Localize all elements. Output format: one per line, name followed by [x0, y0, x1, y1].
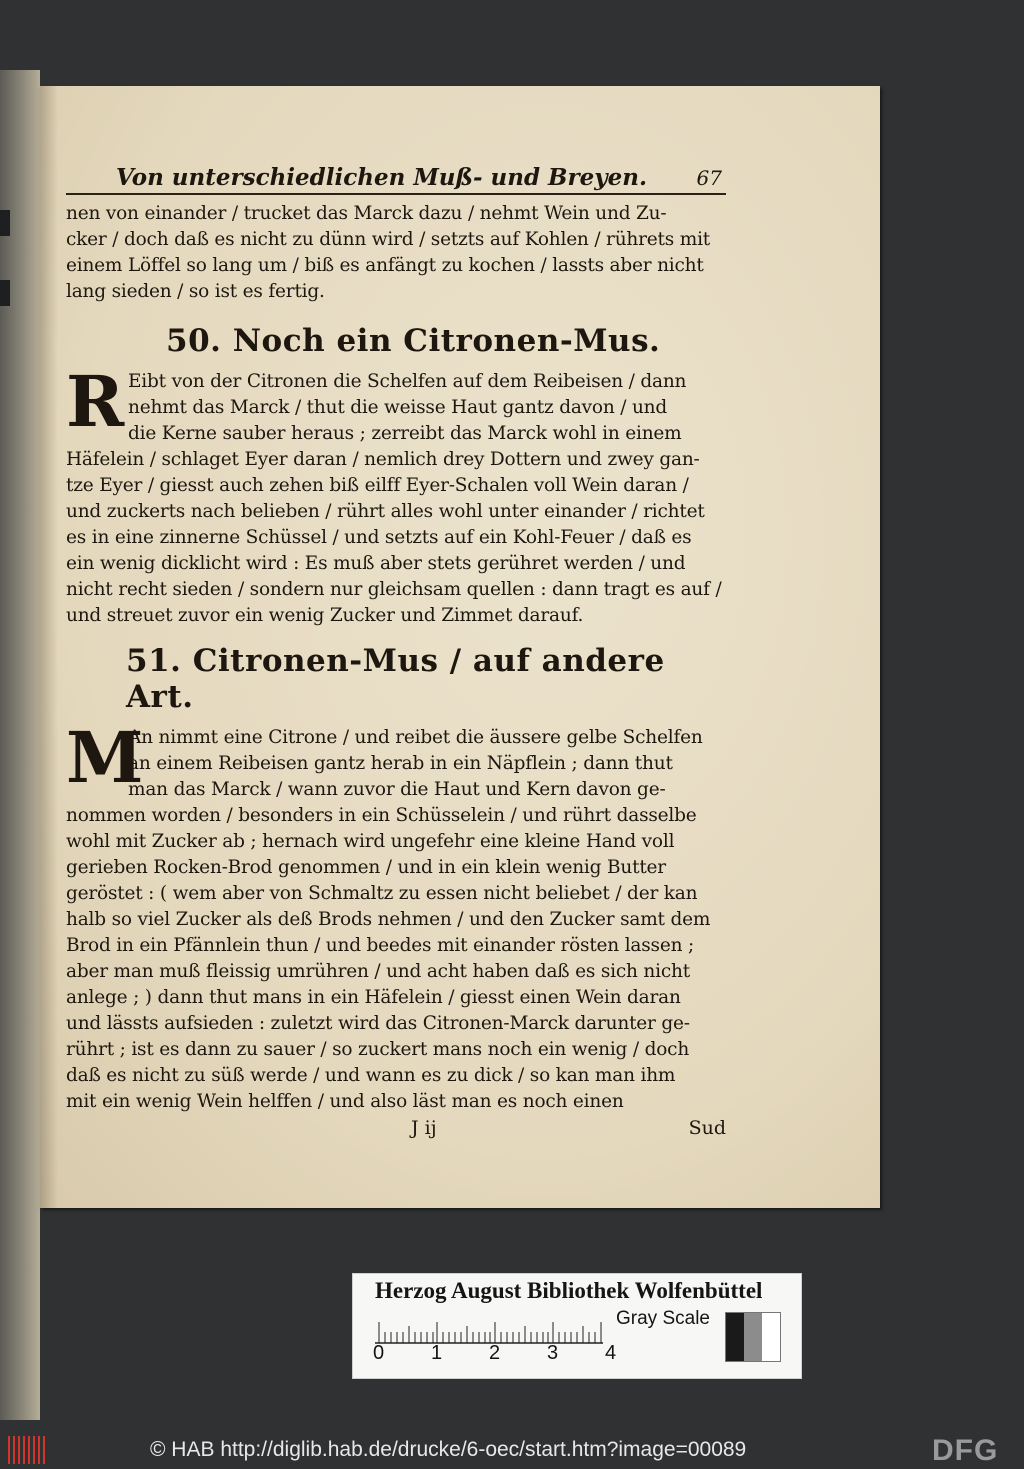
text-line: an einem Reibeisen gantz herab in ein Näpflein ; dann thut — [128, 753, 673, 774]
text-line: aber man muß fleissig umrühren / und acht haben daß es sich nicht — [66, 961, 690, 982]
text-line: einem Löffel so lang um / biß es anfängt zu kochen / lassts aber nicht — [66, 255, 704, 276]
scale-number: 0 — [373, 1342, 385, 1364]
text-line: cker / doch daß es nicht zu dünn wird / setzts auf Kohlen / rührets mit — [66, 229, 711, 250]
previous-page-edge — [0, 70, 40, 1420]
gray-scale-label: Gray Scale — [616, 1308, 710, 1329]
running-head — [66, 164, 726, 195]
drop-initial: R — [66, 360, 125, 443]
scale-number: 4 — [605, 1342, 617, 1364]
page-clip — [0, 210, 10, 236]
ruler-scale — [371, 1342, 621, 1366]
page-gutter — [40, 86, 58, 1208]
book-page — [40, 86, 880, 1208]
library-color-card — [352, 1273, 802, 1379]
library-name: Herzog August Bibliothek Wolfenbüttel — [375, 1278, 763, 1303]
text-line: es in eine zinnerne Schüssel / und setzts auf ein Kohl-Feuer / daß es — [66, 527, 692, 548]
recipe-heading: 51. Citronen-Mus / auf andere Art. — [126, 643, 665, 715]
text-line: mit ein wenig Wein helffen / und also läst man es noch einen — [66, 1091, 624, 1112]
text-line: man das Marck / wann zuvor die Haut und Kern davon ge- — [128, 779, 666, 800]
text-line: und zuckerts nach belieben / rührt alles wohl unter einander / richtet — [66, 501, 705, 522]
footer-bar — [0, 1430, 1024, 1469]
text-line: nen von einander / trucket das Marck dazu / nehmt Wein und Zu- — [66, 203, 667, 224]
gray-scale-swatch — [725, 1312, 781, 1362]
text-line: nehmt das Marck / thut die weisse Haut gantz davon / und — [128, 397, 668, 418]
text-line: Brod in ein Pfännlein thun / und beedes mit einander rösten lassen ; — [66, 935, 695, 956]
page-clip — [0, 280, 10, 306]
text-line: Häfelein / schlaget Eyer daran / nemlich drey Dottern und zwey gan- — [66, 449, 700, 470]
scale-number: 1 — [431, 1342, 443, 1364]
page-footer-marks — [66, 1115, 726, 1141]
text-line: daß es nicht zu süß werde / und wann es zu dick / so kan man ihm — [66, 1065, 676, 1086]
page-text — [66, 164, 726, 1141]
page-number: 67 — [696, 166, 722, 190]
text-line: geröstet : ( wem aber von Schmaltz zu essen nicht beliebet / der kan — [66, 883, 698, 904]
ruler-icon — [375, 1316, 603, 1344]
text-line: gerieben Rocken-Brod genommen / und in ein klein wenig Butter — [66, 857, 666, 878]
text-line: tze Eyer / giesst auch zehen biß eilff Eyer-Schalen voll Wein daran / — [66, 475, 689, 496]
text-line: die Kerne sauber heraus ; zerreibt das Marck wohl in einem — [128, 423, 682, 444]
text-line: halb so viel Zucker als deß Brods nehmen / und den Zucker samt dem — [66, 909, 711, 930]
scale-number: 3 — [547, 1342, 559, 1364]
text-line: ein wenig dicklicht wird : Es muß aber stets gerühret werden / und — [66, 553, 686, 574]
copyright-link[interactable]: © HAB http://diglib.hab.de/drucke/6-oec/start.htm?image=00089 — [150, 1438, 747, 1461]
dfg-logo: DFG — [932, 1434, 999, 1467]
scale-number: 2 — [489, 1342, 501, 1364]
intro-text — [66, 201, 726, 305]
text-line: lang sieden / so ist es fertig. — [66, 281, 325, 302]
text-line: wohl mit Zucker ab ; hernach wird ungefehr eine kleine Hand voll — [66, 831, 675, 852]
text-line: rührt ; ist es dann zu sauer / so zuckert mans noch ein wenig / doch — [66, 1039, 690, 1060]
text-line: An nimmt eine Citrone / und reibet die äussere gelbe Schelfen — [128, 727, 703, 748]
drop-initial: M — [66, 716, 144, 799]
text-line: nicht recht sieden / sondern nur gleichsam quellen : dann tragt es auf / — [66, 579, 722, 600]
text-line: anlege ; ) dann thut mans in ein Häfelein / giesst einen Wein daran — [66, 987, 681, 1008]
running-head-title: Von unterschiedlichen Muß- und Breyen. — [116, 164, 647, 191]
hab-logo-icon — [8, 1436, 48, 1464]
signature-mark: J ij — [411, 1117, 437, 1139]
text-line: Eibt von der Citronen die Schelfen auf dem Reibeisen / dann — [128, 371, 687, 392]
recipe-paragraph — [66, 716, 726, 1115]
text-line: und lässts aufsieden : zuletzt wird das Citronen-Marck darunter ge- — [66, 1013, 690, 1034]
catchword: Sud — [688, 1117, 726, 1139]
text-line: und streuet zuvor ein wenig Zucker und Zimmet darauf. — [66, 605, 584, 626]
text-line: nommen worden / besonders in ein Schüsselein / und rührt dasselbe — [66, 805, 697, 826]
recipe-paragraph — [66, 360, 726, 629]
recipe-heading: 50. Noch ein Citronen-Mus. — [166, 323, 661, 359]
